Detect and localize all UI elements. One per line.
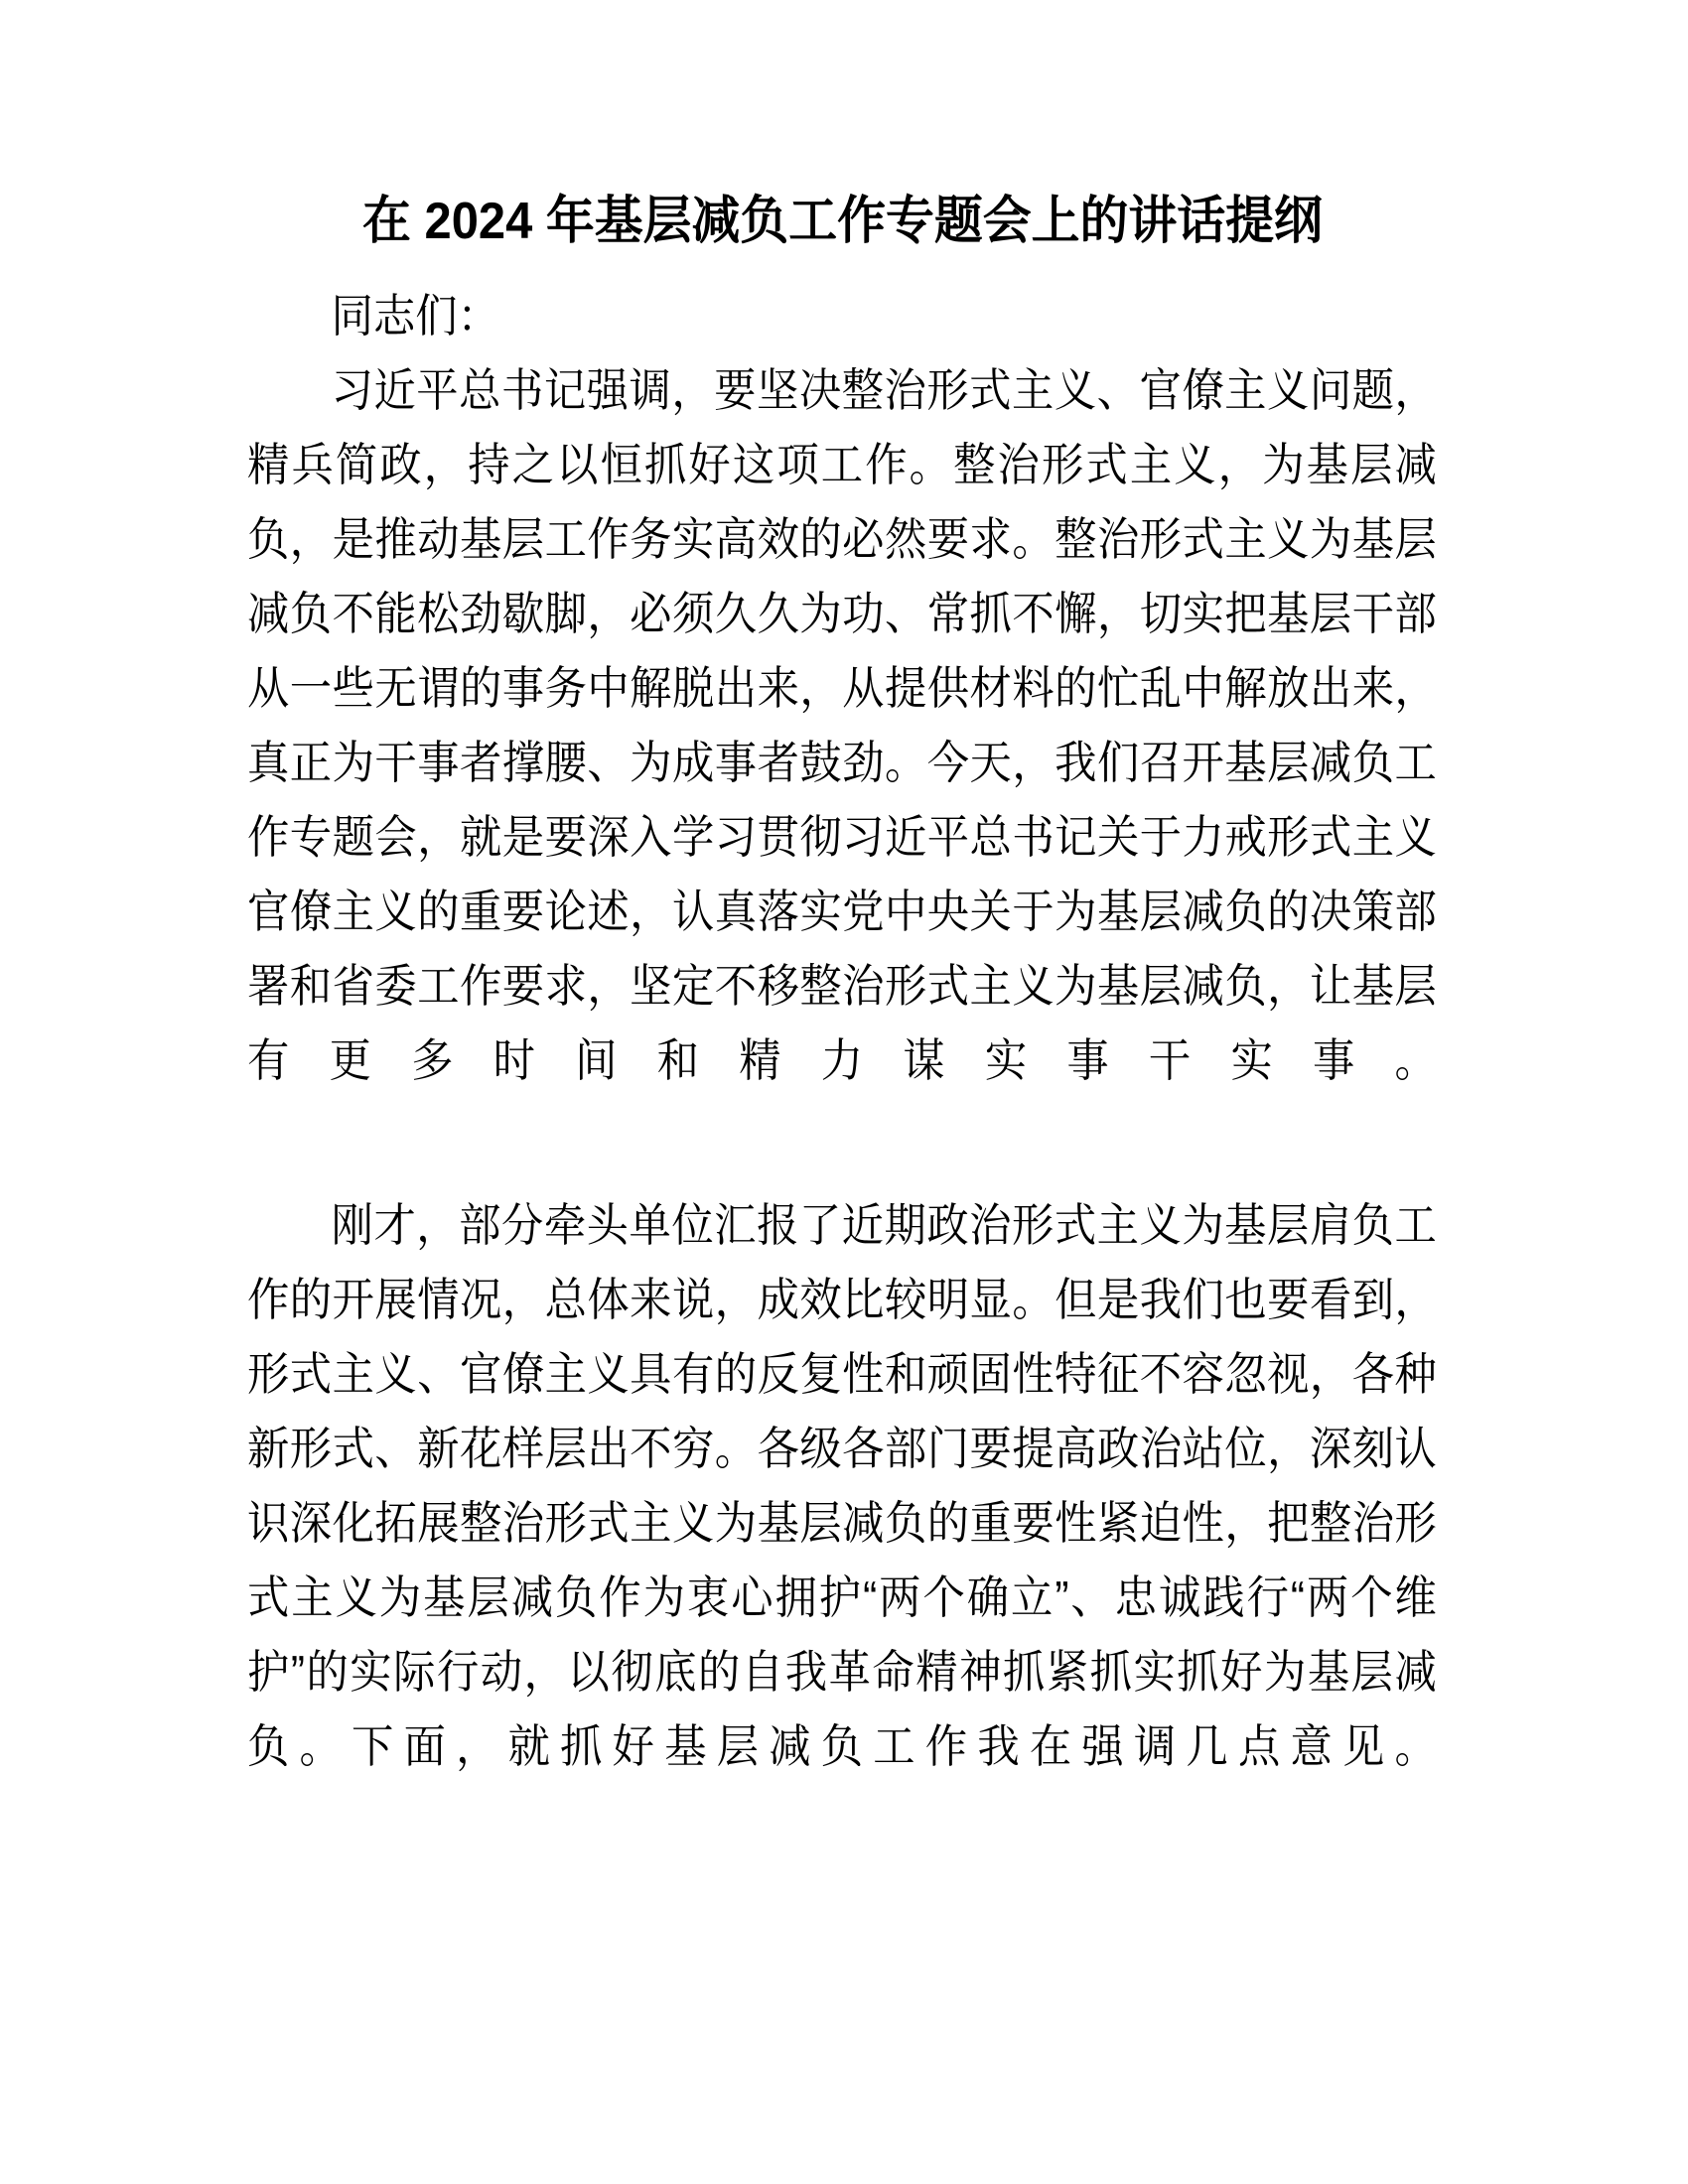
salutation-line: 同志们：: [331, 289, 499, 341]
body-paragraph-1: 习近平总书记强调，要坚决整治形式主义、官僚主义问题，精兵简政，持之以恒抓好这项工作。整治形式主义，为基层减负，是推动基层工作务实高效的必然要求。整治形式主义为基层减负不能松劲歇脚，必须久久为功、常抓不懈，切实把基层干部从一些无谓的事务中解脱出来，从提供材料的忙乱中解放出来，真正为干事者撑腰、为成事者鼓劲。今天，我们召开基层减负工作专题会，就是要深入学习贯彻习近平总书记关于力戒形式主义官僚主义的重要论述，认真落实党中央关于为基层减负的决策部署和省委工作要求，坚定不移整治形式主义为基层减负，让基层有更多时间和精力谋实事干实事。: [247, 363, 1437, 1086]
document-content-column: [247, 0, 1438, 1858]
body-paragraph-2: 刚才，部分牵头单位汇报了近期政治形式主义为基层肩负工作的开展情况，总体来说，成效比较明显。但是我们也要看到，形式主义、官僚主义具有的反复性和顽固性特征不容忽视，各种新形式、新花样层出不穷。各级各部门要提高政治站位，深刻认识深化拓展整治形式主义为基层减负的重要性紧迫性，把整治形式主义为基层减负作为衷心拥护“两个确立”、忠诚践行“两个维护”的实际行动，以彻底的自我革命精神抓紧抓实抓好为基层减负。下面，就抓好基层减负工作我在强调几点意见。: [247, 1198, 1437, 1772]
page-title: 在 2024 年基层减负工作专题会上的讲话提纲: [362, 193, 1323, 250]
